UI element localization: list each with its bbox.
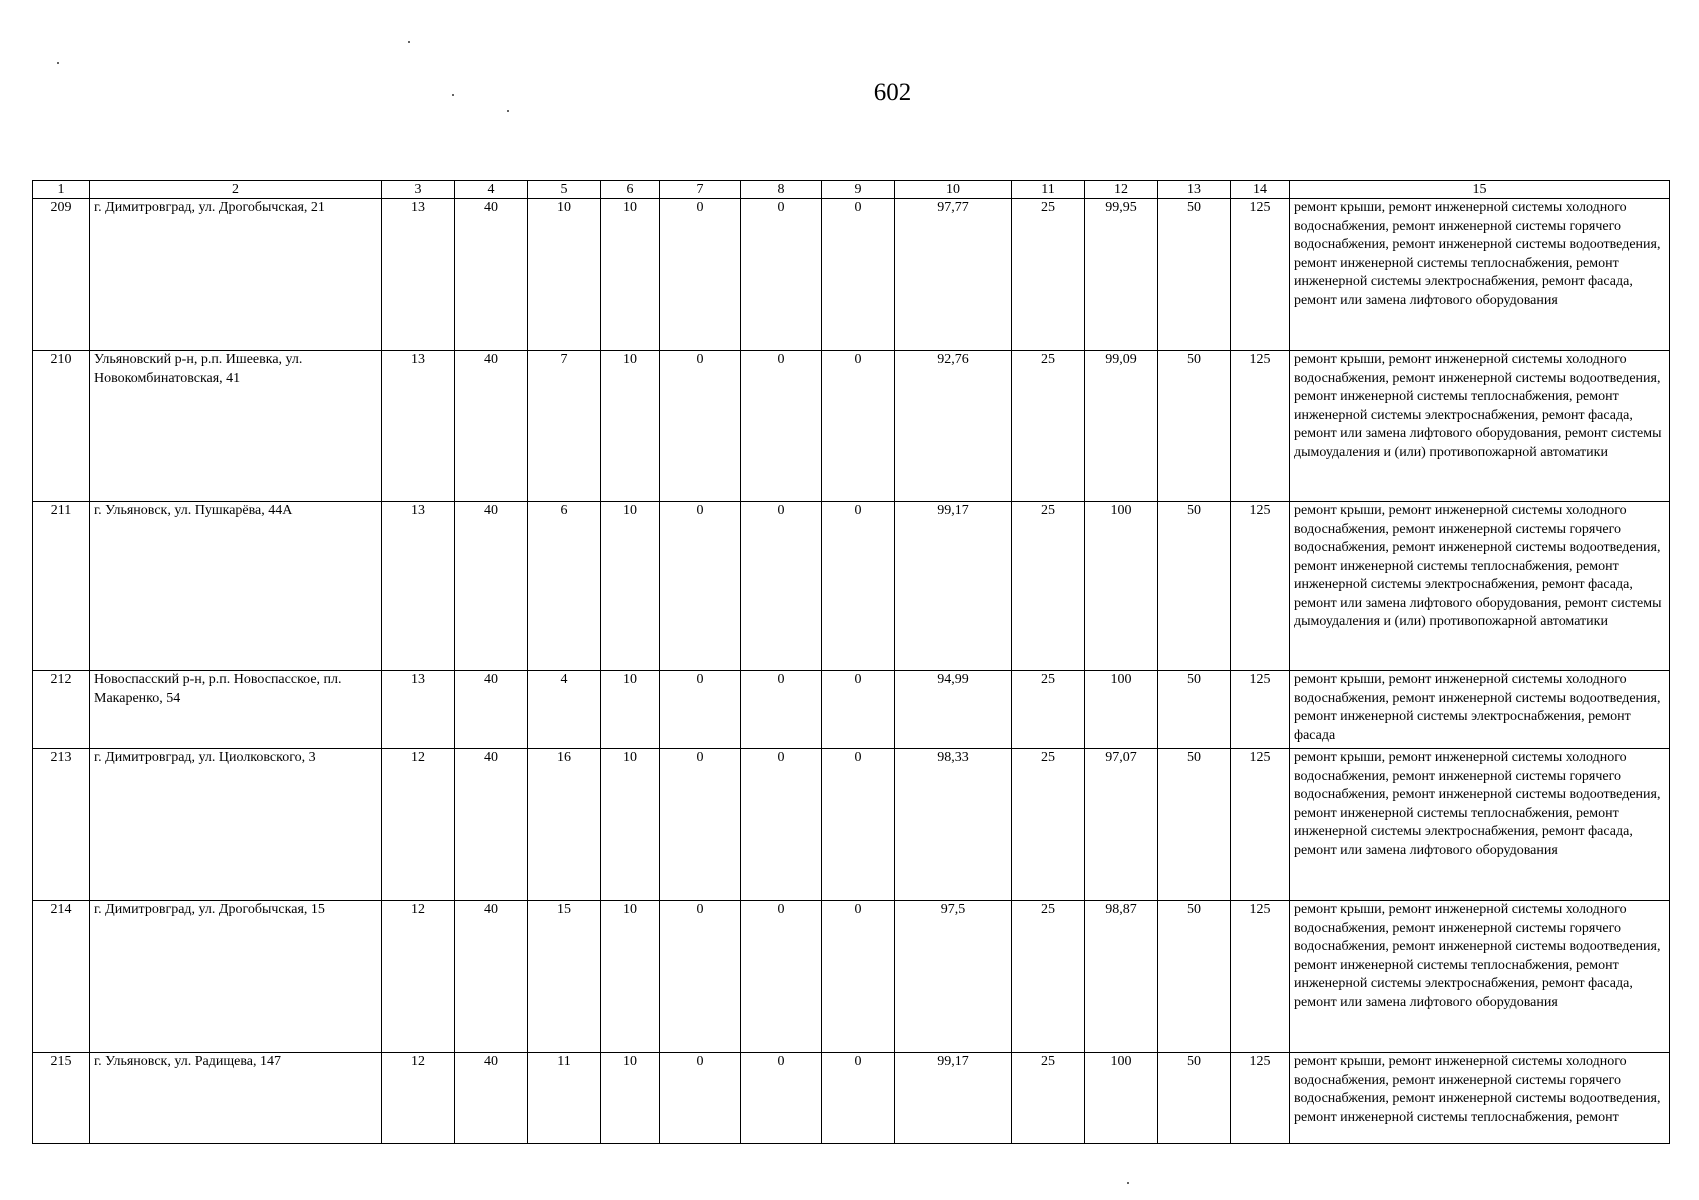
cell-col-14: 125 [1231, 671, 1290, 749]
cell-col-7: 0 [660, 199, 741, 351]
cell-col-13: 50 [1158, 901, 1231, 1053]
scan-speck [57, 62, 59, 64]
column-header: 9 [822, 181, 895, 199]
column-header: 13 [1158, 181, 1231, 199]
cell-col-10: 99,17 [895, 502, 1012, 671]
building-address: Ульяновский р-н, р.п. Ишеевка, ул. Новокомбинатовская, 41 [90, 351, 382, 502]
cell-col-8: 0 [741, 199, 822, 351]
building-address: Новоспасский р-н, р.п. Новоспасское, пл. Макаренко, 54 [90, 671, 382, 749]
overhaul-registry-table [32, 180, 1670, 1144]
repair-works-list: ремонт крыши, ремонт инженерной системы холодного водоснабжения, ремонт инженерной системы горячего водоснабжения, ремонт инженерной системы водоотведения, ремонт инженерной системы теплоснабжения, ремонт инженерной системы электроснабжения, ремонт фасада, ремонт или замена лифтового оборудования [1290, 199, 1670, 351]
cell-col-6: 10 [601, 199, 660, 351]
cell-col-11: 25 [1012, 749, 1085, 901]
repair-works-list: ремонт крыши, ремонт инженерной системы холодного водоснабжения, ремонт инженерной системы горячего водоснабжения, ремонт инженерной системы водоотведения, ремонт инженерной системы теплоснабжения, ремонт [1290, 1053, 1670, 1144]
cell-col-10: 92,76 [895, 351, 1012, 502]
column-header: 12 [1085, 181, 1158, 199]
cell-col-13: 50 [1158, 749, 1231, 901]
cell-col-3: 13 [382, 671, 455, 749]
cell-col-6: 10 [601, 901, 660, 1053]
column-header: 3 [382, 181, 455, 199]
cell-col-9: 0 [822, 671, 895, 749]
cell-col-3: 12 [382, 749, 455, 901]
repair-works-list: ремонт крыши, ремонт инженерной системы холодного водоснабжения, ремонт инженерной системы горячего водоснабжения, ремонт инженерной системы водоотведения, ремонт инженерной системы теплоснабжения, ремонт инженерной системы электроснабжения, ремонт фасада, ремонт или замена лифтового оборудования, ремонт системы дымоудаления и (или) противопожарной автоматики [1290, 502, 1670, 671]
cell-col-4: 40 [455, 671, 528, 749]
cell-col-5: 16 [528, 749, 601, 901]
cell-col-14: 125 [1231, 1053, 1290, 1144]
cell-col-12: 99,09 [1085, 351, 1158, 502]
cell-col-7: 0 [660, 1053, 741, 1144]
cell-col-7: 0 [660, 901, 741, 1053]
cell-col-6: 10 [601, 1053, 660, 1144]
column-header: 10 [895, 181, 1012, 199]
column-header: 11 [1012, 181, 1085, 199]
column-header: 6 [601, 181, 660, 199]
column-header: 5 [528, 181, 601, 199]
cell-col-7: 0 [660, 351, 741, 502]
column-header: 4 [455, 181, 528, 199]
cell-col-8: 0 [741, 1053, 822, 1144]
row-number: 212 [33, 671, 90, 749]
cell-col-11: 25 [1012, 901, 1085, 1053]
cell-col-9: 0 [822, 199, 895, 351]
cell-col-13: 50 [1158, 671, 1231, 749]
scan-speck [408, 41, 410, 43]
row-number: 211 [33, 502, 90, 671]
cell-col-12: 97,07 [1085, 749, 1158, 901]
row-number: 210 [33, 351, 90, 502]
cell-col-4: 40 [455, 199, 528, 351]
scan-speck [1127, 1182, 1129, 1184]
cell-col-8: 0 [741, 351, 822, 502]
cell-col-3: 12 [382, 901, 455, 1053]
cell-col-6: 10 [601, 502, 660, 671]
cell-col-9: 0 [822, 901, 895, 1053]
cell-col-5: 6 [528, 502, 601, 671]
cell-col-13: 50 [1158, 1053, 1231, 1144]
cell-col-9: 0 [822, 502, 895, 671]
table-row [33, 351, 1670, 502]
cell-col-6: 10 [601, 671, 660, 749]
building-address: г. Ульяновск, ул. Радищева, 147 [90, 1053, 382, 1144]
cell-col-12: 98,87 [1085, 901, 1158, 1053]
column-header: 2 [90, 181, 382, 199]
cell-col-13: 50 [1158, 199, 1231, 351]
row-number: 215 [33, 1053, 90, 1144]
row-number: 213 [33, 749, 90, 901]
cell-col-14: 125 [1231, 749, 1290, 901]
cell-col-8: 0 [741, 901, 822, 1053]
column-header: 8 [741, 181, 822, 199]
building-address: г. Ульяновск, ул. Пушкарёва, 44А [90, 502, 382, 671]
repair-works-list: ремонт крыши, ремонт инженерной системы холодного водоснабжения, ремонт инженерной системы водоотведения, ремонт инженерной системы электроснабжения, ремонт фасада [1290, 671, 1670, 749]
cell-col-7: 0 [660, 749, 741, 901]
column-number-row [33, 181, 1670, 199]
table-row [33, 502, 1670, 671]
cell-col-14: 125 [1231, 901, 1290, 1053]
cell-col-14: 125 [1231, 351, 1290, 502]
cell-col-4: 40 [455, 1053, 528, 1144]
cell-col-9: 0 [822, 1053, 895, 1144]
column-header: 1 [33, 181, 90, 199]
cell-col-12: 100 [1085, 671, 1158, 749]
repair-works-list: ремонт крыши, ремонт инженерной системы холодного водоснабжения, ремонт инженерной системы горячего водоснабжения, ремонт инженерной системы водоотведения, ремонт инженерной системы теплоснабжения, ремонт инженерной системы электроснабжения, ремонт фасада, ремонт или замена лифтового оборудования [1290, 749, 1670, 901]
cell-col-4: 40 [455, 901, 528, 1053]
cell-col-6: 10 [601, 749, 660, 901]
scan-speck [452, 94, 454, 96]
cell-col-3: 13 [382, 351, 455, 502]
cell-col-5: 15 [528, 901, 601, 1053]
cell-col-7: 0 [660, 671, 741, 749]
cell-col-11: 25 [1012, 199, 1085, 351]
cell-col-10: 97,5 [895, 901, 1012, 1053]
cell-col-12: 100 [1085, 1053, 1158, 1144]
cell-col-13: 50 [1158, 502, 1231, 671]
table-row [33, 671, 1670, 749]
column-header: 14 [1231, 181, 1290, 199]
repair-works-list: ремонт крыши, ремонт инженерной системы холодного водоснабжения, ремонт инженерной системы горячего водоснабжения, ремонт инженерной системы водоотведения, ремонт инженерной системы теплоснабжения, ремонт инженерной системы электроснабжения, ремонт фасада, ремонт или замена лифтового оборудования [1290, 901, 1670, 1053]
cell-col-11: 25 [1012, 502, 1085, 671]
cell-col-5: 4 [528, 671, 601, 749]
column-header: 7 [660, 181, 741, 199]
cell-col-4: 40 [455, 502, 528, 671]
cell-col-8: 0 [741, 749, 822, 901]
cell-col-5: 7 [528, 351, 601, 502]
cell-col-3: 13 [382, 502, 455, 671]
table-row [33, 749, 1670, 901]
cell-col-12: 99,95 [1085, 199, 1158, 351]
page-number: 602 [873, 79, 912, 106]
cell-col-3: 13 [382, 199, 455, 351]
cell-col-10: 94,99 [895, 671, 1012, 749]
cell-col-12: 100 [1085, 502, 1158, 671]
repair-works-list: ремонт крыши, ремонт инженерной системы холодного водоснабжения, ремонт инженерной системы водоотведения, ремонт инженерной системы теплоснабжения, ремонт инженерной системы электроснабжения, ремонт фасада, ремонт или замена лифтового оборудования, ремонт системы дымоудаления и (или) противопожарной автоматики [1290, 351, 1670, 502]
cell-col-14: 125 [1231, 199, 1290, 351]
cell-col-8: 0 [741, 502, 822, 671]
table-row [33, 901, 1670, 1053]
cell-col-9: 0 [822, 351, 895, 502]
cell-col-6: 10 [601, 351, 660, 502]
cell-col-11: 25 [1012, 671, 1085, 749]
cell-col-5: 10 [528, 199, 601, 351]
cell-col-5: 11 [528, 1053, 601, 1144]
cell-col-11: 25 [1012, 1053, 1085, 1144]
cell-col-9: 0 [822, 749, 895, 901]
cell-col-13: 50 [1158, 351, 1231, 502]
scan-speck [507, 110, 509, 112]
cell-col-4: 40 [455, 749, 528, 901]
cell-col-7: 0 [660, 502, 741, 671]
column-header: 15 [1290, 181, 1670, 199]
cell-col-10: 97,77 [895, 199, 1012, 351]
cell-col-10: 99,17 [895, 1053, 1012, 1144]
building-address: г. Димитровград, ул. Циолковского, 3 [90, 749, 382, 901]
cell-col-11: 25 [1012, 351, 1085, 502]
row-number: 214 [33, 901, 90, 1053]
table-row [33, 199, 1670, 351]
row-number: 209 [33, 199, 90, 351]
building-address: г. Димитровград, ул. Дрогобычская, 21 [90, 199, 382, 351]
cell-col-4: 40 [455, 351, 528, 502]
cell-col-8: 0 [741, 671, 822, 749]
cell-col-14: 125 [1231, 502, 1290, 671]
table-row [33, 1053, 1670, 1144]
cell-col-10: 98,33 [895, 749, 1012, 901]
building-address: г. Димитровград, ул. Дрогобычская, 15 [90, 901, 382, 1053]
cell-col-3: 12 [382, 1053, 455, 1144]
